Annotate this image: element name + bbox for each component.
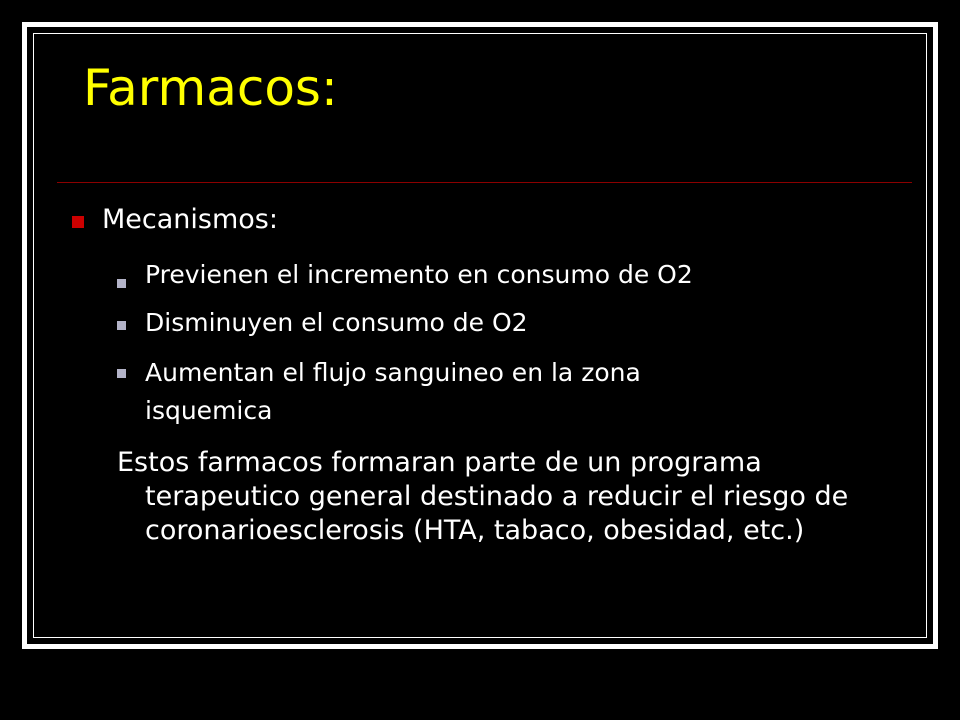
title-divider xyxy=(57,182,912,183)
square-bullet-icon xyxy=(117,369,126,378)
bullet-item: Aumentan el flujo sanguineo en la zona xyxy=(145,358,641,387)
bullet-item: Previenen el incremento en consumo de O2 xyxy=(145,260,693,289)
square-bullet-icon xyxy=(117,279,126,288)
square-bullet-icon xyxy=(72,216,84,228)
slide-title: Farmacos: xyxy=(83,59,338,117)
square-bullet-icon xyxy=(117,321,126,330)
bullet-item: Disminuyen el consumo de O2 xyxy=(145,308,528,337)
bullet-item-continuation: isquemica xyxy=(145,396,273,425)
section-heading: Mecanismos: xyxy=(102,204,278,235)
body-paragraph: Estos farmacos formaran parte de un programa terapeutico general destinado a reducir el riesgo de coronarioesclerosis (HTA, tabaco, obesidad, etc.) xyxy=(117,447,849,546)
